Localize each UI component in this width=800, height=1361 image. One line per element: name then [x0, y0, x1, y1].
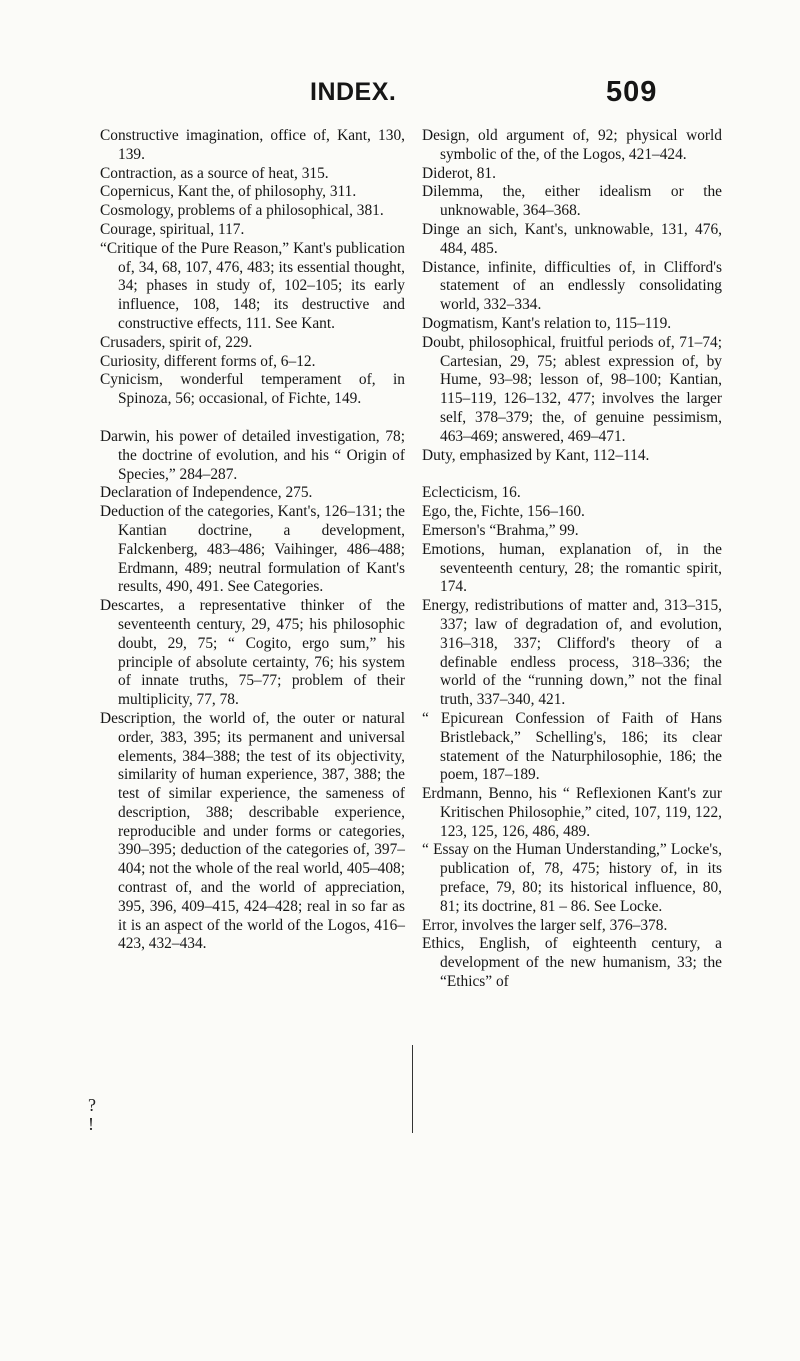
index-entry: Energy, redistributions of matter and, 313–315, 337; law of degradation of, and evolution, 316–318, 337; Clifford's theory of a definable endless process, 318–336; the world of the “running down,” not the final truth, 337–340, 421. — [422, 597, 722, 709]
index-column-left — [100, 127, 405, 954]
margin-mark: ! — [88, 1114, 94, 1134]
index-entry: Erdmann, Benno, his “ Reflexionen Kant's zur Kritischen Philosophie,” cited, 107, 119, 122, 123, 125, 126, 486, 489. — [422, 785, 722, 840]
section-gap — [422, 465, 722, 484]
index-entry: Distance, infinite, difficulties of, in Clifford's statement of an endlessly consolidating world, 332–334. — [422, 258, 722, 314]
index-entry: Dinge an sich, Kant's, unknowable, 131, 476, 484, 485. — [422, 220, 722, 257]
index-entry: Curiosity, different forms of, 6–12. — [100, 352, 316, 370]
margin-mark: ? — [88, 1095, 96, 1115]
index-entry: Courage, spiritual, 117. — [100, 220, 245, 238]
index-entry: Emerson's “Brahma,” 99. — [422, 521, 579, 539]
index-entry: Eclecticism, 16. — [422, 484, 521, 502]
index-entry: Declaration of Independence, 275. — [100, 484, 313, 502]
page-header — [0, 78, 800, 114]
index-entry: Descartes, a representative thinker of the seventeenth century, 29, 475; his philosophic doubt, 29, 75; “ Cogito, ergo sum,” his principle of absolute certainty, 76; his system of innate truths, 75–77; problem of their multiplicity, 77, 78. — [100, 597, 405, 709]
index-entry: Dilemma, the, either idealism or the unknowable, 364–368. — [422, 183, 722, 220]
index-entry: “Critique of the Pure Reason,” Kant's publication of, 34, 68, 107, 476, 483; its essential thought, 34; phases in study of, 102–105; its early influence, 108, 148; its destructive and constructive effects, 111. See Kant. — [100, 239, 405, 332]
index-entry: Doubt, philosophical, fruitful periods of, 71–74; Cartesian, 29, 75; ablest expression of, by Hume, 93–98; lesson of, 98–100; Kantian, 115–119, 126–132, 477; involves the larger self, 378–379; the, of genuine pessimism, 463–469; answered, 469–471. — [422, 333, 722, 445]
index-entry: Cynicism, wonderful temperament of, in Spinoza, 56; occasional, of Fichte, 149. — [100, 371, 405, 408]
page-number: 509 — [606, 76, 658, 108]
section-gap — [100, 409, 405, 428]
index-entry: Copernicus, Kant the, of philosophy, 311. — [100, 183, 357, 201]
column-rule — [412, 1045, 413, 1133]
index-entry: Darwin, his power of detailed investigation, 78; the doctrine of evolution, and his “ Origin of Species,” 284–287. — [100, 427, 405, 483]
index-entry: Dogmatism, Kant's relation to, 115–119. — [422, 314, 672, 332]
index-column-right — [422, 127, 722, 992]
index-entry: Description, the world of, the outer or natural order, 383, 395; its permanent and universal elements, 384–388; the test of its objectivity, similarity of human experience, 387, 388; the test of similar experience, the sameness of description, 388; describable experience, reproducible and under forms or categories, 390–395; deduction of the categories of, 397–404; not the whole of the real world, 405–408; contrast of, and the world of appreciation, 395, 396, 409–415, 424–428; real in so far as it is an aspect of the world of the Logos, 416–423, 432–434. — [100, 709, 405, 953]
index-entry: Ethics, English, of eighteenth century, a development of the new humanism, 33; the “Ethics” of — [422, 935, 722, 991]
running-title: INDEX. — [310, 78, 397, 106]
index-entry: Cosmology, problems of a philosophical, 381. — [100, 202, 384, 220]
index-entry: “ Epicurean Confession of Faith of Hans Bristleback,” Schelling's, 186; its clear statement of the Naturphilosophie, 186; the poem, 187–189. — [422, 709, 722, 784]
index-entry: Error, involves the larger self, 376–378. — [422, 916, 668, 934]
index-entry: Design, old argument of, 92; physical world symbolic of the, of the Logos, 421–424. — [422, 127, 722, 163]
index-entry: Contraction, as a source of heat, 315. — [100, 164, 329, 182]
index-entry: Constructive imagination, office of, Kant, 130, 139. — [100, 127, 405, 163]
index-entry: Deduction of the categories, Kant's, 126–131; the Kantian doctrine, a development, Falckenberg, 483–486; Vaihinger, 486–488; Erdmann, 489; neutral formulation of Kant's results, 490, 491. See Categories. — [100, 503, 405, 596]
index-entry: Diderot, 81. — [422, 164, 496, 182]
index-entry: Ego, the, Fichte, 156–160. — [422, 503, 585, 521]
index-entry: “ Essay on the Human Understanding,” Locke's, publication of, 78, 475; history of, in its preface, 79, 80; its historical influence, 80, 81; its doctrine, 81 – 86. See Locke. — [422, 841, 722, 915]
index-entry: Crusaders, spirit of, 229. — [100, 333, 253, 351]
index-entry: Emotions, human, explanation of, in the seventeenth century, 28; the romantic spirit, 174. — [422, 540, 722, 596]
index-entry: Duty, emphasized by Kant, 112–114. — [422, 446, 650, 464]
